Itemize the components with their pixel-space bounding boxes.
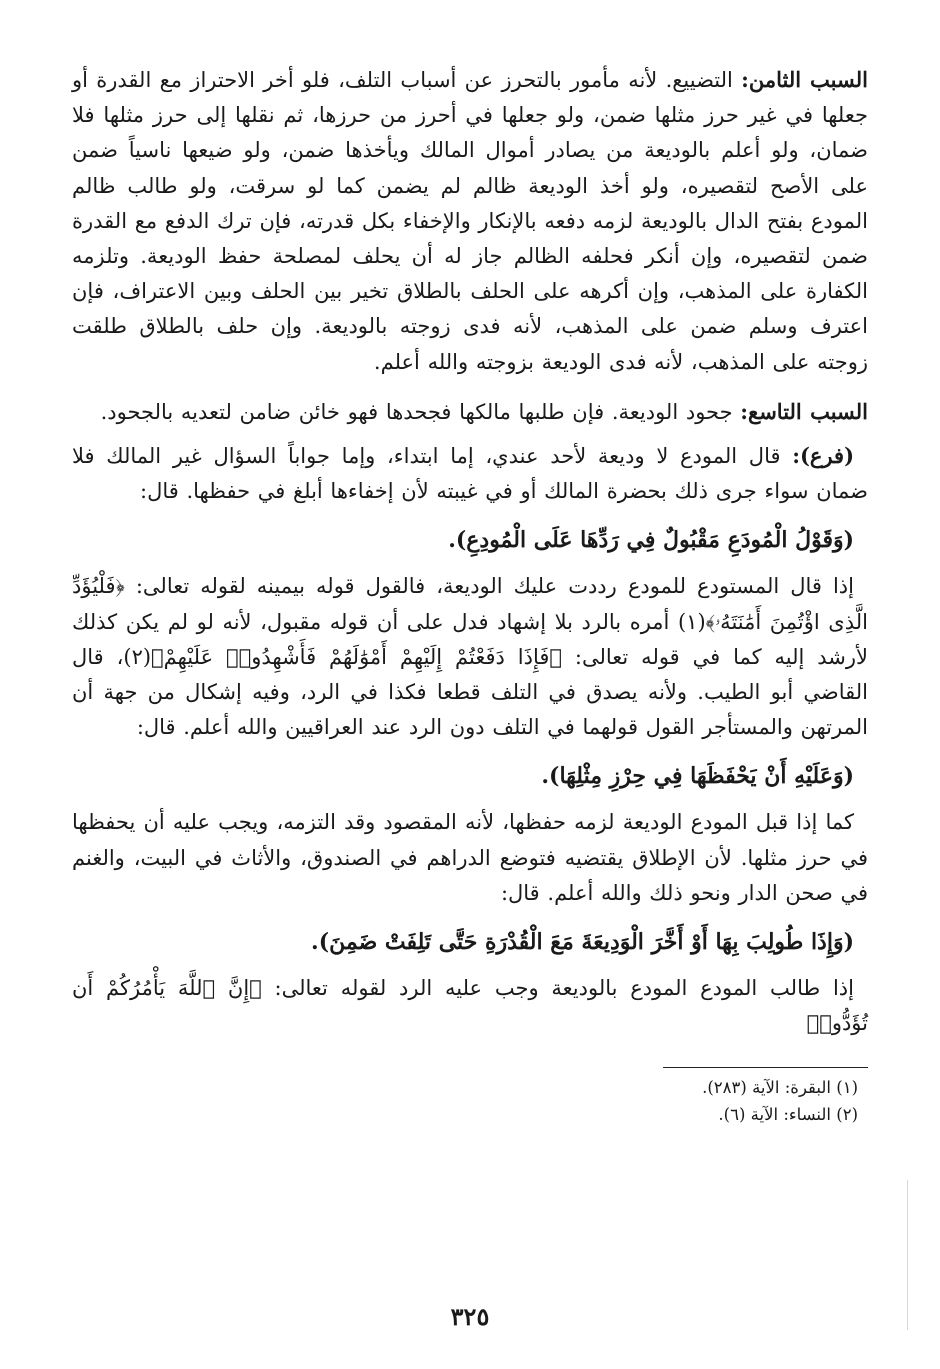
paragraph-cause-ninth (72, 394, 868, 430)
matn-quote: (وَعَلَيْهِ أَنْ يَحْفَظَهَا فِي حِرْزِ مِثْلِهَا). (541, 763, 854, 790)
paragraph-text: كما إذا قبل المودع الوديعة لزمه حفظها، لأنه المقصود وقد التزمه، ويجب عليه أن يحفظها في حرز مثلها. لأن الإطلاق يقتضيه فتوضع الدراهم في الصندوق، والأثاث في البيت، والغنم في صحن الدار ونحو ذلك والله أعلم. قال: (72, 810, 868, 905)
footnotes (72, 1074, 868, 1128)
paragraph-text: إذا طالب المودع المودع بالوديعة وجب عليه الرد لقوله تعالى: ﴿إِنَّ ٱللَّهَ يَأْمُرُكُمْ أَن تُؤَدُّوا۟ (72, 976, 868, 1036)
paragraph-cause-eighth (72, 62, 868, 380)
section-label: السبب التاسع: (740, 398, 868, 424)
branch-label: (فرع): (792, 443, 854, 469)
footnote-divider (663, 1067, 868, 1068)
paragraph-text: جحود الوديعة. فإن طلبها مالكها فجحدها فهو خائن ضامن لتعديه بالجحود. (100, 399, 741, 424)
section-label: السبب الثامن: (741, 67, 868, 92)
matn-quote: (وَإِذَا طُولِبَ بِهَا أَوْ أَخَّرَ الْوَدِيعَةَ مَعَ الْقُدْرَةِ حَتَّى تَلِفَتْ ضَمِنَ). (311, 929, 854, 956)
page-number: ٣٢٥ (450, 1302, 490, 1331)
paragraph-text: إذا قال المستودع للمودع رددت عليك الوديعة، فالقول قوله بيمينه لقوله تعالى: ﴿فَلْيُؤَدِّ الَّذِى اؤْتُمِنَ أَمَٰنَتَهُۥ﴾(١) أمره بالرد بلا إشهاد فدل على أن قوله مقبول، لأنه لو لم يكن كذلك لأرشد إليه كما في قوله تعالى: ﴿فَإِذَا دَفَعْتُمْ إِلَيْهِمْ أَمْوَٰلَهُمْ فَأَشْهِدُوا۟ عَلَيْهِمْ﴾(٢)، قال القاضي أبو الطيب. ولأنه يصدق في التلف قطعا فكذا في الرد، وفيه إشكال من جهة أن المرتهن والمستأجر القول قولهما في التلف دون الرد عند العراقيين والله أعلم. قال: (72, 574, 868, 740)
paragraph-branch (72, 438, 868, 509)
paragraph-text: قال المودع لا وديعة لأحد عندي، إما ابتداء، وإما جواباً السؤال غير المالك فلا ضمان سواء جرى ذلك بحضرة المالك أو في غيبته لأن إخفاءها أبلغ في حفظها. قال: (72, 444, 868, 504)
footnote-2: (٢) النساء: الآية (٦). (718, 1105, 858, 1125)
matn-quote: (وَقَوْلُ الْمُودَعِ مَقْبُولٌ فِي رَدِّهَا عَلَى الْمُودِعِ). (448, 527, 854, 554)
paragraph-text: التضييع. لأنه مأمور بالتحرز عن أسباب التلف، فلو أخر الاحتراز مع القدرة أو جعلها في غير حرز مثلها ضمن، ولو جعلها في أحرز من حرزها، ثم نقلها إلى حرز مثلها فلا ضمان، ولو أعلم بالوديعة من يصادر أموال المالك ويأخذها ضمن، ولو ضيعها ناسياً ضمن على الأصح لتقصيره، ولو أخذ الوديعة ظالم لم يضمن كما لو سرقت، ولو طالب ظالم المودع بفتح الدال بالوديعة لزمه دفعه بالإنكار والإخفاء بكل قدرته، فإن ترك الدفع مع القدرة ضمن لتقصيره، وإن أنكر فحلفه الظالم جاز له أن يحلف لمصلحة حفظ الوديعة. وتلزمه الكفارة على المذهب، وإن أكرهه على الحلف بالطلاق تخير بين الحلف وبين الاعتراف، فإن اعترف وسلم ضمن على المذهب، لأنه فدى زوجته بالوديعة. وإن حلف بالطلاق طلقت زوجته على المذهب، لأنه فدى الوديعة بزوجته والله أعلم. (72, 68, 868, 374)
footnote-1: (١) البقرة: الآية (٢٨٣). (702, 1078, 858, 1098)
